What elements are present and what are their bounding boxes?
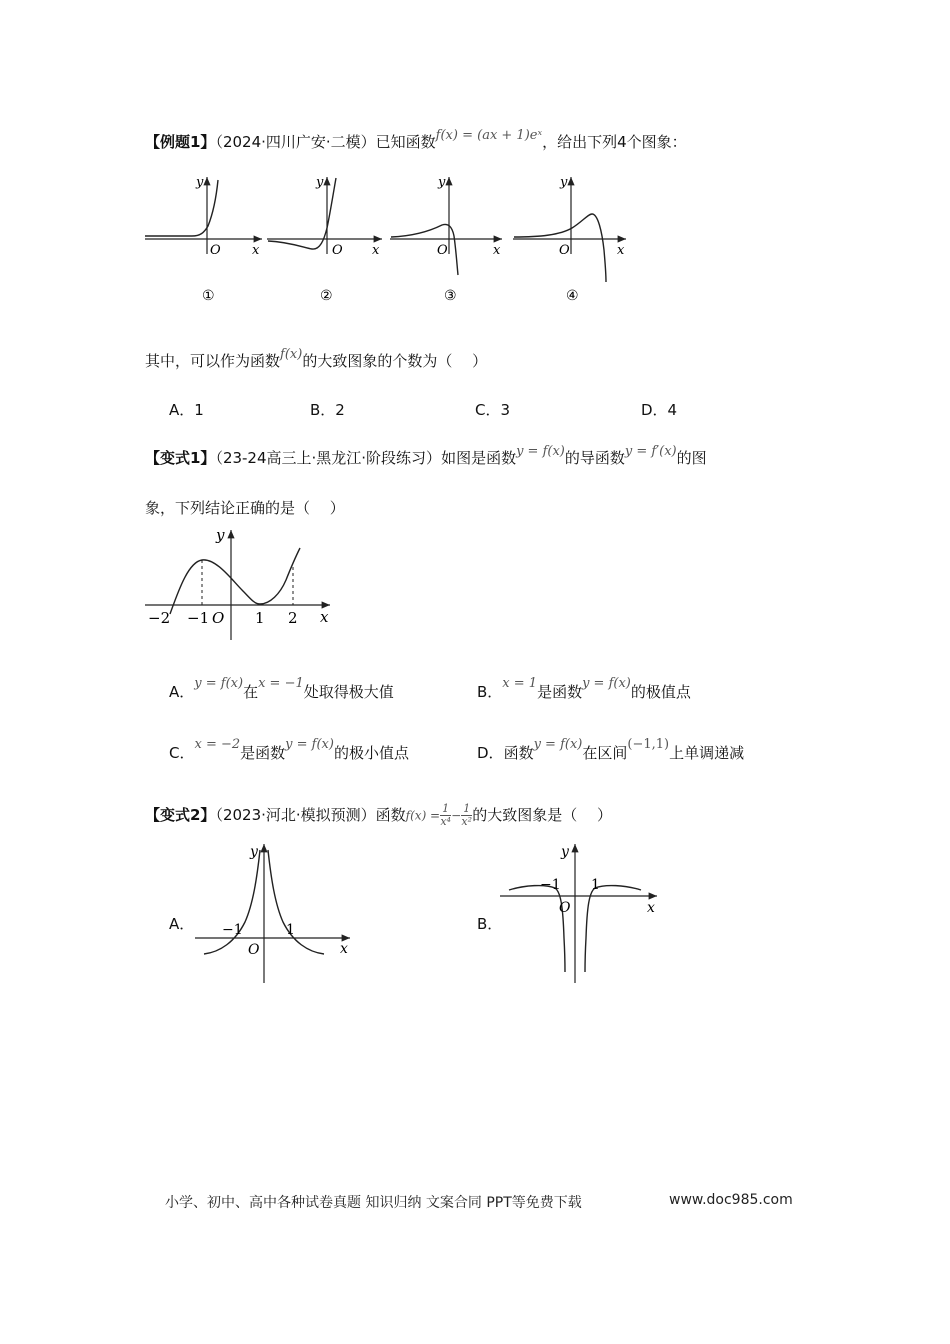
fraction-2: $\frac{1}{\text{x²}}$ xyxy=(461,802,472,828)
tick-neg1: −1 xyxy=(187,609,210,627)
axis-x-label: x xyxy=(252,243,260,258)
variant1-stem: 【变式1】（23-24高三上·黑龙江·阶段练习）如图是函数y = f(x)的导函数y = f′(x)的图 xyxy=(145,444,707,467)
tick-1: 1 xyxy=(255,609,265,627)
graph-label-3: ③ xyxy=(444,288,457,304)
axis-x-label: x xyxy=(617,243,625,258)
origin-label: O xyxy=(559,243,570,258)
origin-label: O xyxy=(248,942,260,958)
variant1-option-d[interactable]: D．函数y = f(x)在区间(−1,1)上单调递减 xyxy=(477,737,745,762)
footer-link[interactable]: www.doc985.com xyxy=(669,1192,793,1208)
tick-neg2: −2 xyxy=(148,609,171,627)
variant2-tag: 【变式2】 xyxy=(145,806,216,824)
variant1-option-c[interactable]: C．x = −2是函数y = f(x)的极小值点 xyxy=(169,737,409,762)
axis-x-label: x xyxy=(647,900,655,916)
example1-stem: 【例题1】（2024·四川广安·二模）已知函数f(x) = (ax + 1)eˣ，给出下列4个图象： xyxy=(145,128,687,151)
example1-tag: 【例题1】 xyxy=(145,133,216,151)
axis-y-label: y xyxy=(438,175,446,190)
axis-y-label: y xyxy=(316,175,324,190)
origin-label: O xyxy=(437,243,448,258)
graph-4 xyxy=(513,175,626,304)
example1-formula: f(x) = (ax + 1)eˣ xyxy=(435,128,543,143)
tick-1: 1 xyxy=(286,922,295,938)
variant2-stem: 【变式2】（2023·河北·模拟预测）函数f(x) = $\frac{1}{\text{x⁴}}$ − $\frac{1}{\text{x²}}$ 的大致图象是（ ） xyxy=(145,802,612,828)
axis-y-label: y xyxy=(216,526,225,544)
tick-neg1: −1 xyxy=(540,877,561,893)
tick-1: 1 xyxy=(591,877,600,893)
graph-2 xyxy=(267,175,382,304)
axis-x-label: x xyxy=(320,608,329,626)
fraction-1: $\frac{1}{\text{x⁴}}$ xyxy=(440,802,451,828)
example1-source: （2024·四川广安·二模） xyxy=(215,133,376,151)
variant1-option-b[interactable]: B．x = 1是函数y = f(x)的极值点 xyxy=(477,676,691,701)
origin-label: O xyxy=(332,243,343,258)
origin-label: O xyxy=(210,243,221,258)
variant2-option-a[interactable]: A． xyxy=(169,915,195,933)
graph-3 xyxy=(390,175,502,304)
axis-x-label: x xyxy=(493,243,501,258)
axis-y-label: y xyxy=(196,175,204,190)
variant1-option-a[interactable]: A．y = f(x)在x = −1处取得极大值 xyxy=(169,676,394,701)
variant1-stem-line2: 象，下列结论正确的是（ ） xyxy=(145,499,345,517)
axis-x-label: x xyxy=(372,243,380,258)
variant2-source: （2023·河北·模拟预测） xyxy=(215,806,376,824)
graph-1 xyxy=(145,175,262,304)
footer-text: 小学、初中、高中各种试卷真题 知识归纳 文案合同 PPT等免费下载 xyxy=(165,1195,582,1211)
example1-graphs xyxy=(140,170,640,305)
variant1-derivative-graph xyxy=(140,522,340,647)
example1-question: 其中，可以作为函数f(x)的大致图象的个数为（ ） xyxy=(145,347,488,370)
example1-option-a[interactable]: A．1 xyxy=(169,401,204,419)
origin-label: O xyxy=(559,900,571,916)
graph-label-2: ② xyxy=(320,288,333,304)
variant2-graph-b[interactable] xyxy=(495,838,665,986)
variant2-graph-a[interactable] xyxy=(190,838,360,986)
example1-option-d[interactable]: D．4 xyxy=(641,401,678,419)
axis-y-label: y xyxy=(250,844,258,860)
axis-y-label: y xyxy=(561,844,569,860)
origin-label: O xyxy=(212,609,225,627)
variant2-option-b[interactable]: B． xyxy=(477,915,503,933)
example1-option-b[interactable]: B．2 xyxy=(310,401,345,419)
variant1-source: （23-24高三上·黑龙江·阶段练习） xyxy=(215,449,442,467)
tick-2: 2 xyxy=(288,609,298,627)
example1-option-c[interactable]: C．3 xyxy=(475,401,511,419)
axis-y-label: y xyxy=(560,175,568,190)
tick-neg1: −1 xyxy=(222,922,243,938)
graph-label-1: ① xyxy=(202,288,215,304)
graph-label-4: ④ xyxy=(566,288,579,304)
axis-x-label: x xyxy=(340,941,348,957)
variant1-tag: 【变式1】 xyxy=(145,449,216,467)
